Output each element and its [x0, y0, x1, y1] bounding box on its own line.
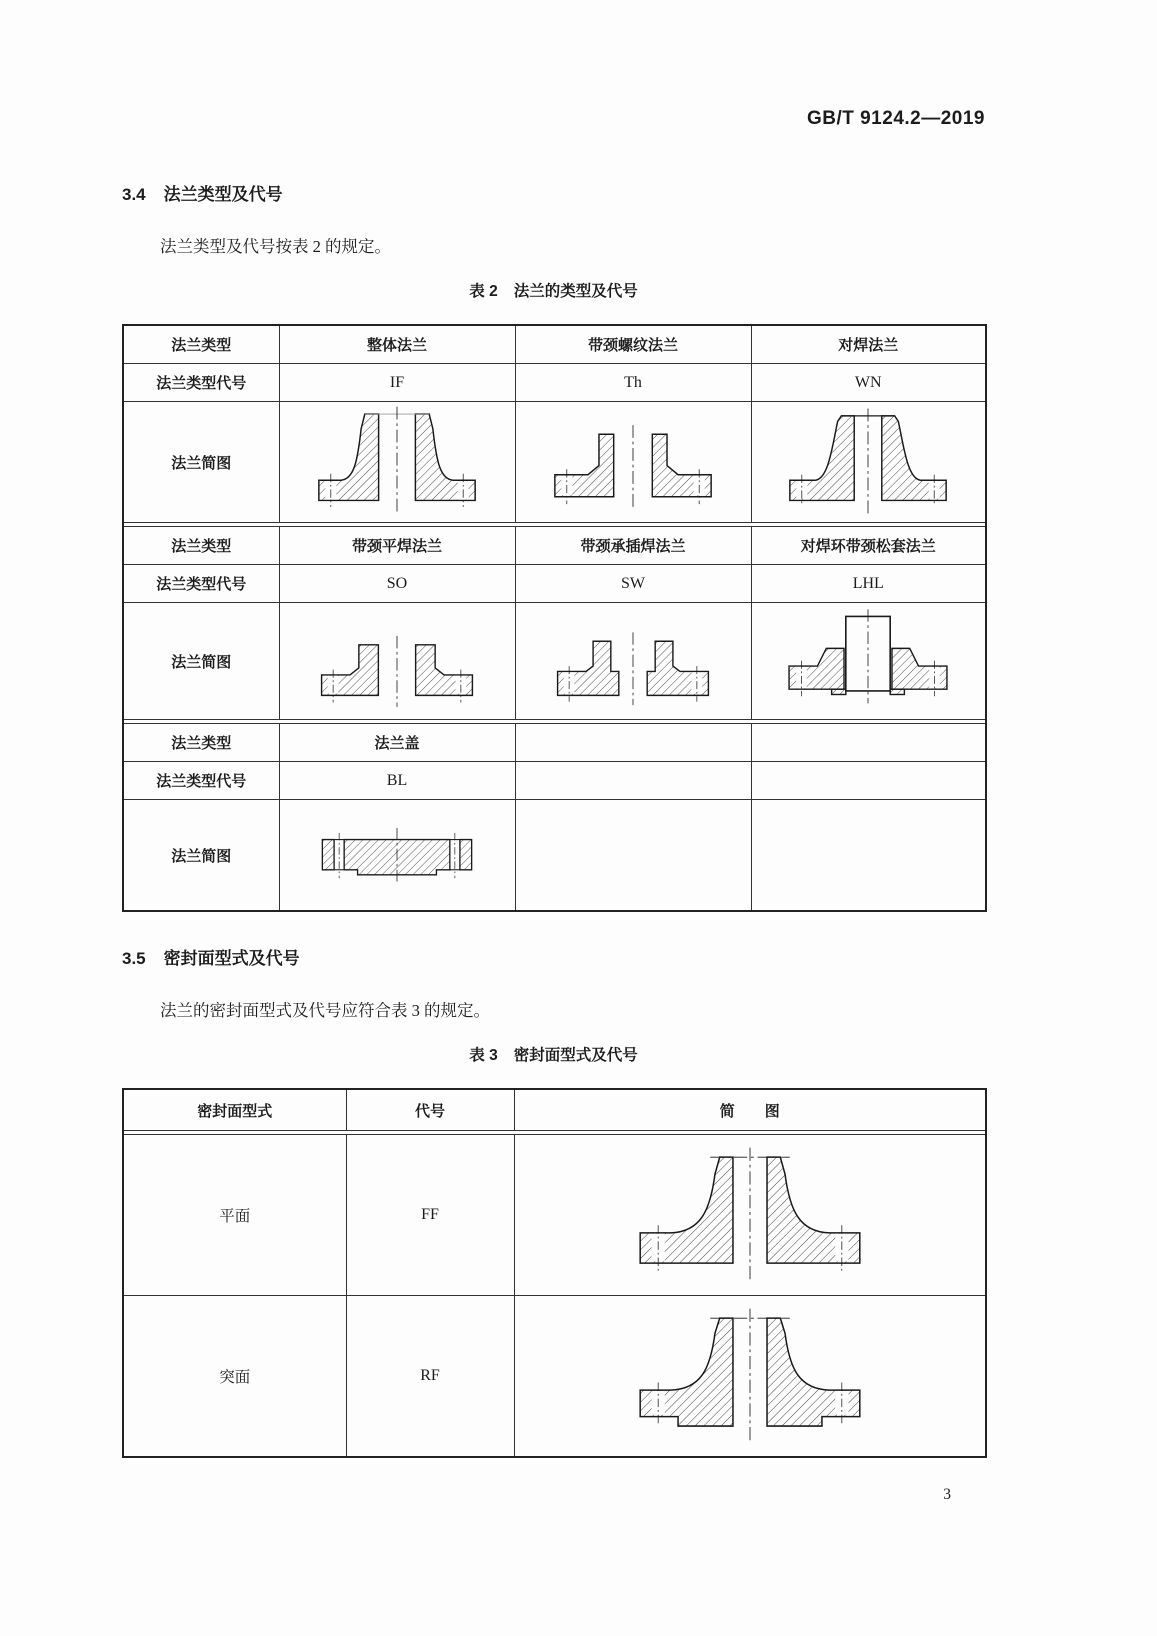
flange-diagram-cell: [515, 402, 751, 523]
empty-cell: [515, 800, 751, 912]
empty-cell: [751, 724, 986, 762]
flange-code-cell: Th: [515, 364, 751, 402]
row-label-flange-code: 法兰类型代号: [123, 364, 279, 402]
table3-caption-label: 表 3: [469, 1047, 498, 1064]
row-label-flange-diagram: 法兰简图: [123, 402, 279, 523]
diagram-weld-neck-flange: [770, 403, 966, 517]
flange-diagram-cell: [515, 603, 751, 720]
flange-diagram-cell: [751, 402, 986, 523]
flange-type-cell: 对焊法兰: [751, 325, 986, 364]
empty-cell: [515, 724, 751, 762]
flange-type-cell: 法兰盖: [279, 724, 515, 762]
flange-type-cell: 带颈平焊法兰: [279, 527, 515, 565]
flange-code-cell: SW: [515, 565, 751, 603]
table2-caption-title: 法兰的类型及代号: [513, 283, 638, 300]
flange-code-cell: LHL: [751, 565, 986, 603]
sealing-face-diagram-cell: [514, 1296, 986, 1458]
flange-type-table: [122, 324, 987, 912]
empty-cell: [751, 762, 986, 800]
flange-type-cell: 对焊环带颈松套法兰: [751, 527, 986, 565]
section-number: 3.5: [122, 949, 146, 968]
section-title: 法兰类型及代号: [163, 185, 283, 204]
body-paragraph: 法兰的密封面型式及代号应符合表 3 的规定。: [160, 1001, 490, 1020]
diagram-raised-face: [617, 1303, 883, 1445]
flange-code-cell: SO: [279, 565, 515, 603]
row-label-flange-type: 法兰类型: [123, 325, 279, 364]
flange-diagram-cell: [279, 800, 515, 912]
empty-cell: [751, 800, 986, 912]
flange-code-cell: WN: [751, 364, 986, 402]
flange-diagram-cell: [279, 402, 515, 523]
empty-cell: [515, 762, 751, 800]
row-label-flange-code: 法兰类型代号: [123, 762, 279, 800]
flange-code-cell: IF: [279, 364, 515, 402]
row-label-flange-type: 法兰类型: [123, 724, 279, 762]
page-number: 3: [943, 1486, 951, 1503]
body-paragraph: 法兰类型及代号按表 2 的规定。: [160, 237, 391, 256]
row-label-flange-diagram: 法兰简图: [123, 603, 279, 720]
section-number: 3.4: [122, 185, 146, 204]
diagram-threaded-flange: [535, 403, 731, 517]
sealing-face-type-cell: 平面: [123, 1135, 346, 1296]
flange-type-cell: 带颈承插焊法兰: [515, 527, 751, 565]
diagram-flat-face: [617, 1142, 883, 1284]
sealing-face-type-cell: 突面: [123, 1296, 346, 1458]
diagram-slip-on-flange: [299, 604, 495, 714]
diagram-lap-joint-flange: [770, 604, 966, 714]
flange-diagram-cell: [751, 603, 986, 720]
table2-caption: [122, 279, 985, 301]
row-label-flange-type: 法兰类型: [123, 527, 279, 565]
flange-type-cell: 整体法兰: [279, 325, 515, 364]
header-sealing-face-type: 密封面型式: [123, 1089, 346, 1131]
diagram-integral-flange: [299, 403, 495, 517]
header-code: 代号: [346, 1089, 514, 1131]
sealing-face-code-cell: RF: [346, 1296, 514, 1458]
sealing-face-code-cell: FF: [346, 1135, 514, 1296]
section-heading-3-5: [122, 944, 985, 969]
diagram-blind-flange: [299, 801, 495, 905]
header-diagram: 简 图: [514, 1089, 986, 1131]
sealing-face-table: [122, 1088, 987, 1458]
diagram-socket-weld-flange: [535, 604, 731, 714]
flange-diagram-cell: [279, 603, 515, 720]
sealing-face-diagram-cell: [514, 1135, 986, 1296]
table3-caption-title: 密封面型式及代号: [513, 1047, 638, 1064]
doc-number: GB/T 9124.2—2019: [806, 108, 985, 129]
row-label-flange-code: 法兰类型代号: [123, 565, 279, 603]
flange-type-cell: 带颈螺纹法兰: [515, 325, 751, 364]
table2-caption-label: 表 2: [469, 283, 498, 300]
section-heading-3-4: [122, 180, 985, 205]
flange-code-cell: BL: [279, 762, 515, 800]
table3-caption: [122, 1043, 985, 1065]
section-title: 密封面型式及代号: [163, 949, 300, 968]
row-label-flange-diagram: 法兰简图: [123, 800, 279, 912]
